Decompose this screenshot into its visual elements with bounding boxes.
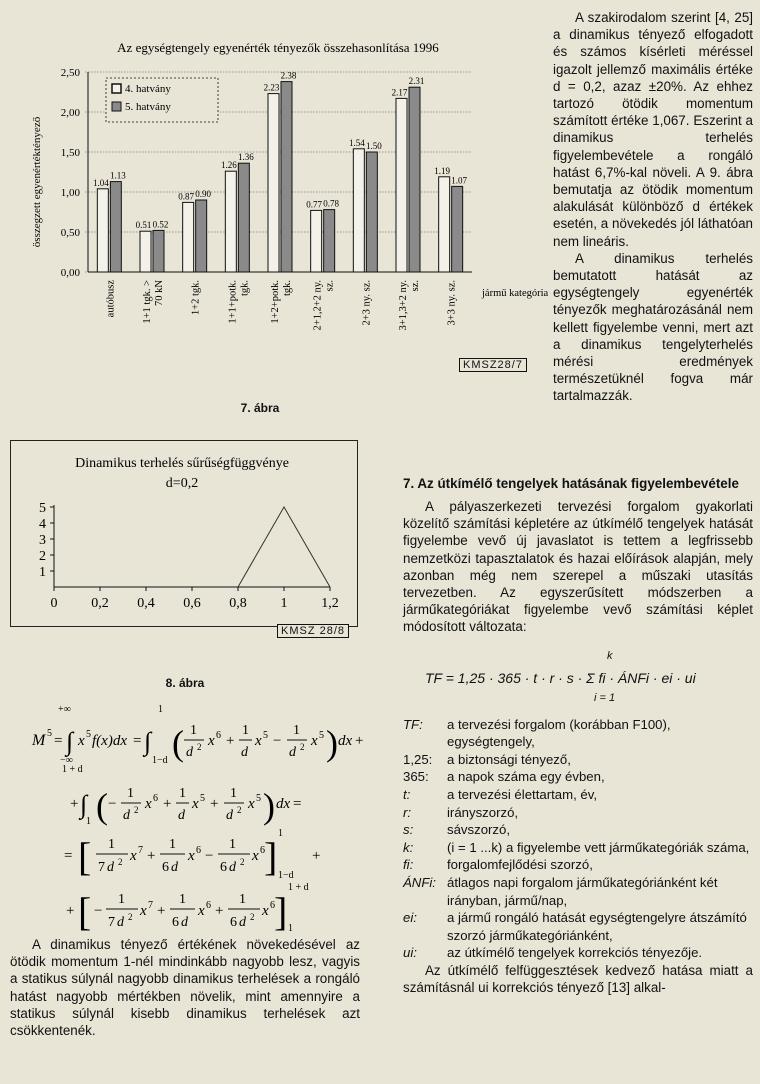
svg-text:∫: ∫ — [80, 790, 88, 819]
category-label: 3+1,3+2 ny.sz. — [398, 280, 421, 331]
svg-text:[: [ — [78, 834, 92, 879]
definition-text: a napok száma egy évben, — [447, 769, 605, 785]
svg-text:6: 6 — [230, 915, 237, 930]
y-tick-label: 1,50 — [60, 147, 80, 159]
density-line — [238, 507, 330, 587]
svg-text:x: x — [140, 903, 147, 919]
bar-series-2 — [238, 163, 249, 272]
tick-labels — [39, 501, 339, 611]
definition-text: a tervezési élettartam, év, — [447, 787, 598, 802]
chart-title: Az egységtengely egyenérték tényezők összehasonlítása 1996 — [117, 40, 439, 55]
definition-text: a jármű rongáló hatását egységtengelyre átszámító szorzó járműkategóriánként, — [447, 910, 747, 943]
category-labels — [105, 280, 457, 331]
svg-text:6: 6 — [220, 860, 227, 875]
data-label: 0.51 — [135, 220, 152, 231]
data-label: 1.19 — [434, 165, 451, 176]
svg-text:7: 7 — [108, 915, 115, 930]
definition-symbol: ÁNFi: — [403, 874, 436, 890]
svg-text:): ) — [326, 723, 338, 763]
definition-row — [403, 786, 753, 804]
figure-8-line-chart — [10, 440, 356, 630]
svg-text:5: 5 — [256, 793, 261, 804]
definition-row — [403, 821, 753, 839]
data-label: 0.87 — [178, 191, 195, 202]
definition-symbol: ui: — [403, 945, 417, 961]
svg-text:1: 1 — [190, 723, 197, 738]
bar-series-2 — [281, 82, 292, 272]
figure-7-tag: KMSZ28/7 — [459, 358, 527, 372]
paragraph-suspension: Az útkímélő felfüggesztések kedvező hatása miatt a számításnál ui korrekciós tényező [13] alkal- — [403, 962, 753, 996]
y-tick-label: 3 — [39, 533, 46, 548]
svg-text:+: + — [147, 848, 156, 864]
symbol-definitions — [403, 716, 753, 962]
svg-text:=: = — [54, 733, 63, 749]
svg-text:x: x — [130, 848, 137, 864]
legend-swatch-series-2 — [112, 102, 121, 111]
traffic-formula — [403, 650, 753, 716]
svg-text:[: [ — [78, 889, 92, 934]
category-label: 1+2 tgk. — [190, 280, 202, 316]
svg-text:d: d — [186, 745, 193, 760]
x-tick-label: 0,6 — [183, 596, 201, 611]
definition-row — [403, 768, 753, 786]
svg-text:x: x — [145, 796, 152, 812]
bar-series-1 — [183, 202, 194, 272]
definition-row — [403, 874, 753, 909]
svg-text:2: 2 — [250, 912, 255, 922]
svg-text:x: x — [192, 796, 199, 812]
data-label: 1.13 — [109, 170, 126, 181]
data-label: 1.50 — [365, 141, 382, 151]
svg-text:d: d — [241, 745, 248, 760]
legend-label-series-1: 4. hatvány — [125, 83, 171, 95]
svg-text:1: 1 — [293, 723, 300, 738]
svg-text:1: 1 — [158, 704, 163, 715]
svg-text:+: + — [215, 903, 224, 919]
y-tick-label: 1,00 — [60, 187, 80, 199]
svg-text:+: + — [70, 796, 79, 812]
svg-text:1−d: 1−d — [152, 755, 168, 766]
y-tick-labels — [61, 67, 81, 279]
category-label: 1+1+potk.tgk. — [227, 280, 251, 324]
svg-text:1: 1 — [278, 828, 283, 839]
svg-text:7: 7 — [98, 860, 105, 875]
data-label: 0.77 — [306, 199, 323, 210]
svg-text:x: x — [78, 733, 85, 749]
svg-text:1: 1 — [239, 892, 246, 907]
data-label: 1.36 — [237, 152, 254, 163]
figure-7-caption: 7. ábra — [240, 401, 280, 415]
definition-symbol: t: — [403, 787, 411, 802]
category-label: 2+1,2+2 ny.sz. — [312, 280, 336, 331]
svg-text:1 + d: 1 + d — [288, 882, 309, 893]
definition-text: sávszorzó, — [447, 822, 511, 838]
definition-symbol: ei: — [403, 910, 417, 926]
svg-text:6: 6 — [196, 845, 201, 856]
paragraph-literature: A szakirodalom szerint [4, 25] a dinamikus tényező elfogadott és számos kísérleti méréssel igazolt jellemző maximális értéke d = 0,2, azaz ±20%. Az ehhez tartozó ötödik momentum számított értéke 1,067. Eszerint a dinamikus terhelés figyelembevétele a rongáló hatást 6,7%-kal növeli. A 9. ábra bemutatja az ötödik momentum alakulását különböző d értékek esetén, a növekedés jól láthatóan nem lineáris. — [553, 10, 753, 249]
svg-text:(: ( — [96, 786, 108, 826]
svg-text:=: = — [293, 796, 302, 812]
svg-text:1−d: 1−d — [278, 870, 294, 881]
svg-text:1: 1 — [288, 923, 293, 934]
definition-text: átlagos napi forgalom járműkategóriánként két irányban, jármű/nap, — [447, 874, 718, 908]
svg-text:d: d — [117, 915, 124, 930]
svg-text:∫: ∫ — [66, 727, 74, 756]
legend-swatch-series-1 — [112, 84, 121, 93]
svg-text:1: 1 — [230, 786, 237, 801]
definition-text: az útkímélő tengelyek korrekciós tényezője. — [447, 945, 703, 961]
svg-text:d: d — [289, 745, 296, 760]
svg-text:x: x — [208, 733, 215, 749]
svg-text:7: 7 — [138, 845, 143, 856]
bar-series-1 — [225, 171, 236, 272]
y-tick-label: 2 — [39, 549, 46, 564]
data-label: 0.52 — [152, 219, 169, 230]
data-label: 1.54 — [348, 137, 365, 148]
definition-symbol: r: — [403, 804, 412, 820]
svg-text:+∞: +∞ — [58, 704, 71, 715]
svg-text:dx: dx — [338, 733, 353, 749]
svg-text:5: 5 — [47, 728, 52, 739]
data-label: 2.31 — [408, 76, 425, 87]
svg-text:+: + — [312, 848, 321, 864]
svg-text:): ) — [263, 786, 275, 826]
definition-row — [403, 856, 753, 874]
svg-text:+: + — [157, 903, 166, 919]
svg-text:2: 2 — [197, 742, 202, 752]
bar-series-2 — [153, 230, 164, 272]
svg-text:x: x — [198, 903, 205, 919]
bar-series-1 — [140, 231, 151, 272]
chart-subtitle: d=0,2 — [165, 476, 199, 491]
svg-text:d: d — [239, 915, 246, 930]
svg-text:+: + — [163, 796, 172, 812]
svg-text:1: 1 — [242, 723, 249, 738]
svg-text:2: 2 — [237, 805, 242, 815]
svg-text:=: = — [133, 733, 142, 749]
svg-text:7: 7 — [148, 900, 153, 911]
svg-text:2: 2 — [240, 857, 245, 867]
x-tick-label: 0 — [50, 596, 58, 611]
left-column-bottom — [10, 936, 360, 1039]
definition-symbol: 1,25: — [403, 751, 433, 767]
svg-text:1: 1 — [179, 892, 186, 907]
data-label: 0.90 — [195, 189, 212, 199]
figure-8-tag: KMSZ 28/8 — [277, 624, 349, 638]
svg-text:f(x)dx: f(x)dx — [92, 733, 127, 749]
svg-text:x: x — [262, 903, 269, 919]
legend — [106, 78, 218, 122]
y-tick-label: 2,00 — [60, 107, 80, 119]
svg-text:+: + — [66, 903, 75, 919]
definition-symbol: fi: — [403, 857, 414, 873]
figure-7-bar-chart — [10, 14, 549, 384]
bar-series-2 — [366, 152, 377, 272]
data-label: 1.26 — [220, 160, 237, 171]
y-tick-label: 0,50 — [60, 227, 80, 239]
svg-text:6: 6 — [260, 845, 265, 856]
svg-text:−: − — [205, 848, 214, 864]
svg-text:=: = — [64, 848, 73, 864]
paragraph-dynamic-load: A dinamikus terhelés bemutatott hatását az egységtengely egyenérték tényezők meghatározásánál nem kellett figyelembe venni, mert azt a dinamikus tengelyterhelés mérési eredmények természetüknél fogva már tartalmazzák. — [553, 250, 753, 404]
formula-text: TF = 1,25 · 365 · t · r · s · Σ fi · ÁNFi · ei · ui — [425, 669, 696, 686]
definition-text: a tervezési forgalom (korábban F100), egységtengely, — [447, 716, 671, 750]
bar-series-1 — [439, 177, 450, 272]
x-axis-label-line1 — [481, 288, 549, 299]
data-label: 1.04 — [92, 177, 109, 188]
svg-text:x: x — [252, 848, 259, 864]
data-label: 0.78 — [323, 198, 340, 209]
x-tick-label: 1,2 — [321, 596, 339, 611]
y-tick-label: 5 — [39, 501, 46, 516]
x-tick-label: 0,8 — [229, 596, 247, 611]
y-axis-label: összegzett egyenértéktényező — [31, 116, 43, 248]
svg-text:d: d — [181, 915, 188, 930]
right-column-main — [403, 475, 753, 996]
svg-text:−∞: −∞ — [60, 755, 73, 766]
definition-text: a biztonsági tényező, — [447, 751, 571, 767]
category-label: 1+1 tgk. >70 kN — [142, 280, 165, 324]
axes — [50, 505, 330, 591]
definition-row — [403, 751, 753, 769]
sum-upper-limit: k — [607, 649, 613, 662]
svg-text:6: 6 — [162, 860, 169, 875]
definition-row — [403, 839, 753, 857]
category-label: 3+3 ny. sz. — [446, 280, 458, 326]
svg-text:1: 1 — [86, 816, 91, 827]
svg-text:−: − — [273, 733, 282, 749]
x-tick-label: 0,2 — [91, 596, 109, 611]
bar-series-2 — [110, 182, 121, 272]
y-tick-label: 2,50 — [60, 67, 80, 79]
bar-series-1 — [268, 94, 279, 272]
bar-series-1 — [97, 189, 108, 272]
y-tick-label: 0,00 — [60, 267, 80, 279]
bar-series-2 — [196, 200, 207, 272]
svg-text:dx: dx — [276, 796, 291, 812]
svg-text:1 + d: 1 + d — [62, 764, 83, 775]
fifth-moment-equation — [20, 700, 365, 932]
bar-series-1 — [353, 149, 364, 272]
definition-row — [403, 716, 753, 751]
svg-text:x: x — [311, 733, 318, 749]
svg-text:6: 6 — [206, 900, 211, 911]
svg-text:2: 2 — [134, 805, 139, 815]
figure-8-caption: 8. ábra — [165, 676, 205, 690]
paragraph-moment: A dinamikus tényező értékének növekedésével az ötödik momentum 1-nél mindinkább nagyobb lesz, vagyis a statikus súlynál nagyobb dinamikus terhelések a rongáló hatást nagyobb mértékben növelik, mint amennyire a statikus súlynál kisebb dinamikus terhelések azt csökkentenék. — [10, 937, 360, 1039]
data-label: 2.23 — [263, 82, 280, 93]
svg-text:∫: ∫ — [144, 727, 152, 756]
definition-text: irányszorzó, — [447, 804, 519, 820]
bar-series-1 — [396, 98, 407, 272]
definition-symbol: TF: — [403, 716, 423, 732]
svg-text:1: 1 — [108, 837, 115, 852]
svg-text:6: 6 — [172, 915, 179, 930]
svg-text:2: 2 — [128, 912, 133, 922]
svg-text:1: 1 — [118, 892, 125, 907]
paragraph-design-traffic: A pályaszerkezeti tervezési forgalom gyakorlati közelítő számítási képletére az útkímélő tengelyek hatását figyelembe vevő új javaslatot is tettem a legfrissebb nemzetközi tapasztalatok és hazai előírások alapján, mely azonban még nem szerepel a műszaki utasítás tervezetben. Az egyszerűsített módszerben a járműkategóriákat figyelembe vevő számítási képlet módosított változata: — [403, 499, 753, 635]
svg-text:6: 6 — [153, 793, 158, 804]
right-column-top — [553, 9, 753, 405]
section-heading — [403, 475, 753, 492]
category-label: 1+2+potk.tgk. — [270, 280, 293, 324]
svg-text:1: 1 — [169, 837, 176, 852]
svg-text:+: + — [210, 796, 219, 812]
svg-text:1: 1 — [127, 786, 134, 801]
svg-text:5: 5 — [319, 730, 324, 741]
definition-text: forgalomfejlődési szorzó, — [447, 857, 593, 873]
svg-text:2: 2 — [118, 857, 123, 867]
x-tick-label: 1 — [280, 596, 288, 611]
svg-text:d: d — [226, 808, 233, 823]
x-axis-label: jármű kategória — [482, 288, 549, 299]
svg-text:x: x — [188, 848, 195, 864]
svg-text:d: d — [107, 860, 114, 875]
y-tick-label: 4 — [39, 517, 46, 532]
svg-text:6: 6 — [270, 900, 275, 911]
definition-row — [403, 804, 753, 822]
sum-lower-limit: i = 1 — [594, 691, 616, 704]
definition-symbol: k: — [403, 839, 414, 855]
legend-label-series-2: 5. hatvány — [125, 101, 171, 113]
svg-text:−: − — [108, 796, 117, 812]
svg-text:d: d — [229, 860, 236, 875]
definition-row — [403, 909, 753, 944]
chart-title: Dinamikus terhelés sűrűségfüggvénye — [75, 456, 289, 471]
category-label: autóbusz — [105, 280, 117, 318]
definition-symbol: s: — [403, 822, 414, 838]
svg-text:6: 6 — [216, 730, 221, 741]
definition-symbol: 365: — [403, 769, 429, 785]
svg-text:5: 5 — [263, 730, 268, 741]
svg-text:5: 5 — [200, 793, 205, 804]
svg-text:5: 5 — [86, 729, 91, 740]
data-label: 2.17 — [391, 87, 408, 98]
svg-text:x: x — [248, 796, 255, 812]
data-label: 1.07 — [451, 175, 468, 186]
svg-text:]: ] — [274, 889, 288, 934]
bar-series-2 — [452, 186, 463, 272]
svg-text:2: 2 — [300, 742, 305, 752]
definition-text: (i = 1 ...k) a figyelembe vett járműkategóriák száma, — [447, 839, 750, 855]
bar-series-1 — [311, 210, 322, 272]
svg-text:d: d — [123, 808, 130, 823]
svg-text:1: 1 — [179, 786, 186, 801]
svg-text:(: ( — [172, 723, 184, 763]
svg-text:M: M — [32, 732, 46, 749]
bar-series-2 — [324, 210, 335, 272]
svg-text:x: x — [255, 733, 262, 749]
definition-row — [403, 944, 753, 962]
svg-text:1: 1 — [229, 837, 236, 852]
svg-text:]: ] — [264, 834, 278, 879]
svg-text:−: − — [94, 903, 103, 919]
svg-text:d: d — [171, 860, 178, 875]
svg-text:+: + — [226, 733, 235, 749]
svg-text:+: + — [355, 733, 364, 749]
x-tick-label: 0,4 — [137, 596, 155, 611]
svg-text:d: d — [178, 808, 185, 823]
category-label: 2+3 ny. sz. — [361, 280, 373, 326]
data-label: 2.38 — [280, 70, 297, 81]
y-tick-label: 1 — [39, 565, 46, 580]
bar-series-2 — [409, 87, 420, 272]
section-heading-text: 7. Az útkímélő tengelyek hatásának figyelembevétele — [403, 476, 739, 491]
